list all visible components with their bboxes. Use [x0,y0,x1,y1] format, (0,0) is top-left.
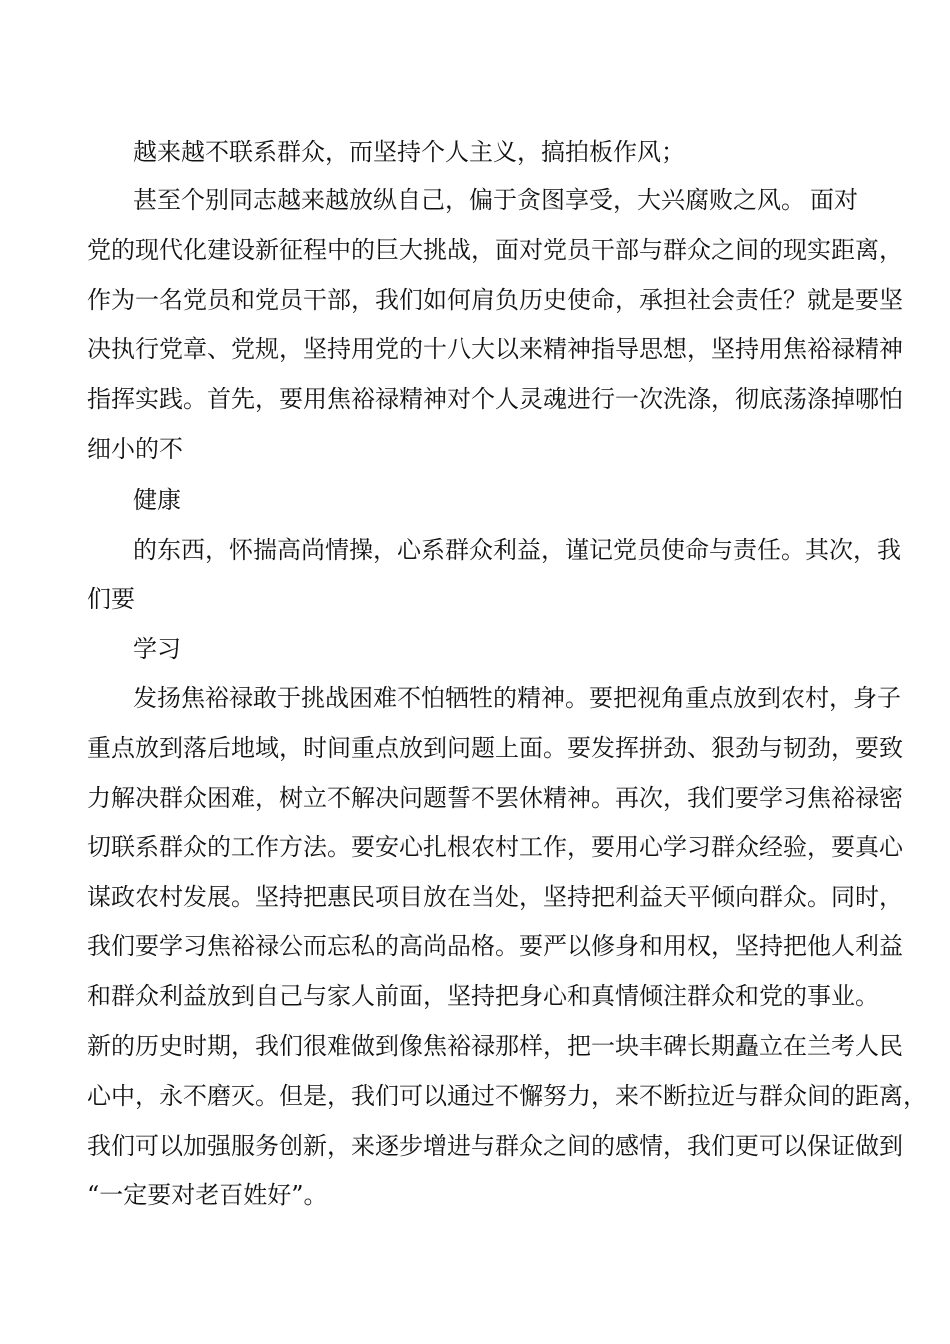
paragraph-line: 切联系群众的工作方法。要安心扎根农村工作，要用心学习群众经验，要真心 [87,833,903,861]
paragraph-line: 党的现代化建设新征程中的巨大挑战，面对党员干部与群众之间的现实距离， [87,236,903,264]
paragraph-line: 决执行党章、党规，坚持用党的十八大以来精神指导思想，坚持用焦裕禄精神 [87,335,903,363]
paragraph-text: 面对 [810,186,858,214]
paragraph-line: 新的历史时期，我们很难做到像焦裕禄那样，把一块丰碑长期矗立在兰考人民 [87,1032,903,1060]
paragraph-text: 甚至个别同志越来越放纵自己，偏于贪图享受，大兴腐败之风。 [133,186,805,214]
paragraph-line: “一定要对老百姓好”。 [87,1181,328,1209]
paragraph-line: 发扬焦裕禄敢于挑战困难不怕牺牲的精神。要把视角重点放到农村，身子 [133,684,901,712]
paragraph-line: 心中，永不磨灭。但是，我们可以通过不懈努力，来不断拉近与群众间的距离， [87,1082,927,1110]
paragraph-line: 指挥实践。首先，要用焦裕禄精神对个人灵魂进行一次洗涤，彻底荡涤掉哪怕 [87,385,903,413]
paragraph-line: 重点放到落后地域，时间重点放到问题上面。要发挥拼劲、狠劲与韧劲，要致 [87,734,903,762]
paragraph-line [133,175,858,225]
paragraph-line: 细小的不 [87,435,183,463]
paragraph-line: 健康 [133,486,181,514]
paragraph-line: 我们要学习焦裕禄公而忘私的高尚品格。要严以修身和用权，坚持把他人利益 [87,932,903,960]
paragraph-line: 作为一名党员和党员干部，我们如何肩负历史使命，承担社会责任？就是要坚 [87,286,903,314]
paragraph-line: 谋政农村发展。坚持把惠民项目放在当处，坚持把利益天平倾向群众。同时， [87,883,903,911]
paragraph-line: 们要 [87,585,135,613]
paragraph-line: 学习 [133,635,181,663]
paragraph-line: 力解决群众困难，树立不解决问题誓不罢休精神。再次，我们要学习焦裕禄密 [87,784,903,812]
paragraph-line: 和群众利益放到自己与家人前面，坚持把身心和真情倾注群众和党的事业。 [87,982,879,1010]
paragraph-line: 越来越不联系群众，而坚持个人主义，搞拍板作风； [133,138,685,166]
paragraph-line: 我们可以加强服务创新，来逐步增进与群众之间的感情，我们更可以保证做到 [87,1132,903,1160]
paragraph-line: 的东西，怀揣高尚情操，心系群众利益，谨记党员使命与责任。其次，我 [133,536,901,564]
